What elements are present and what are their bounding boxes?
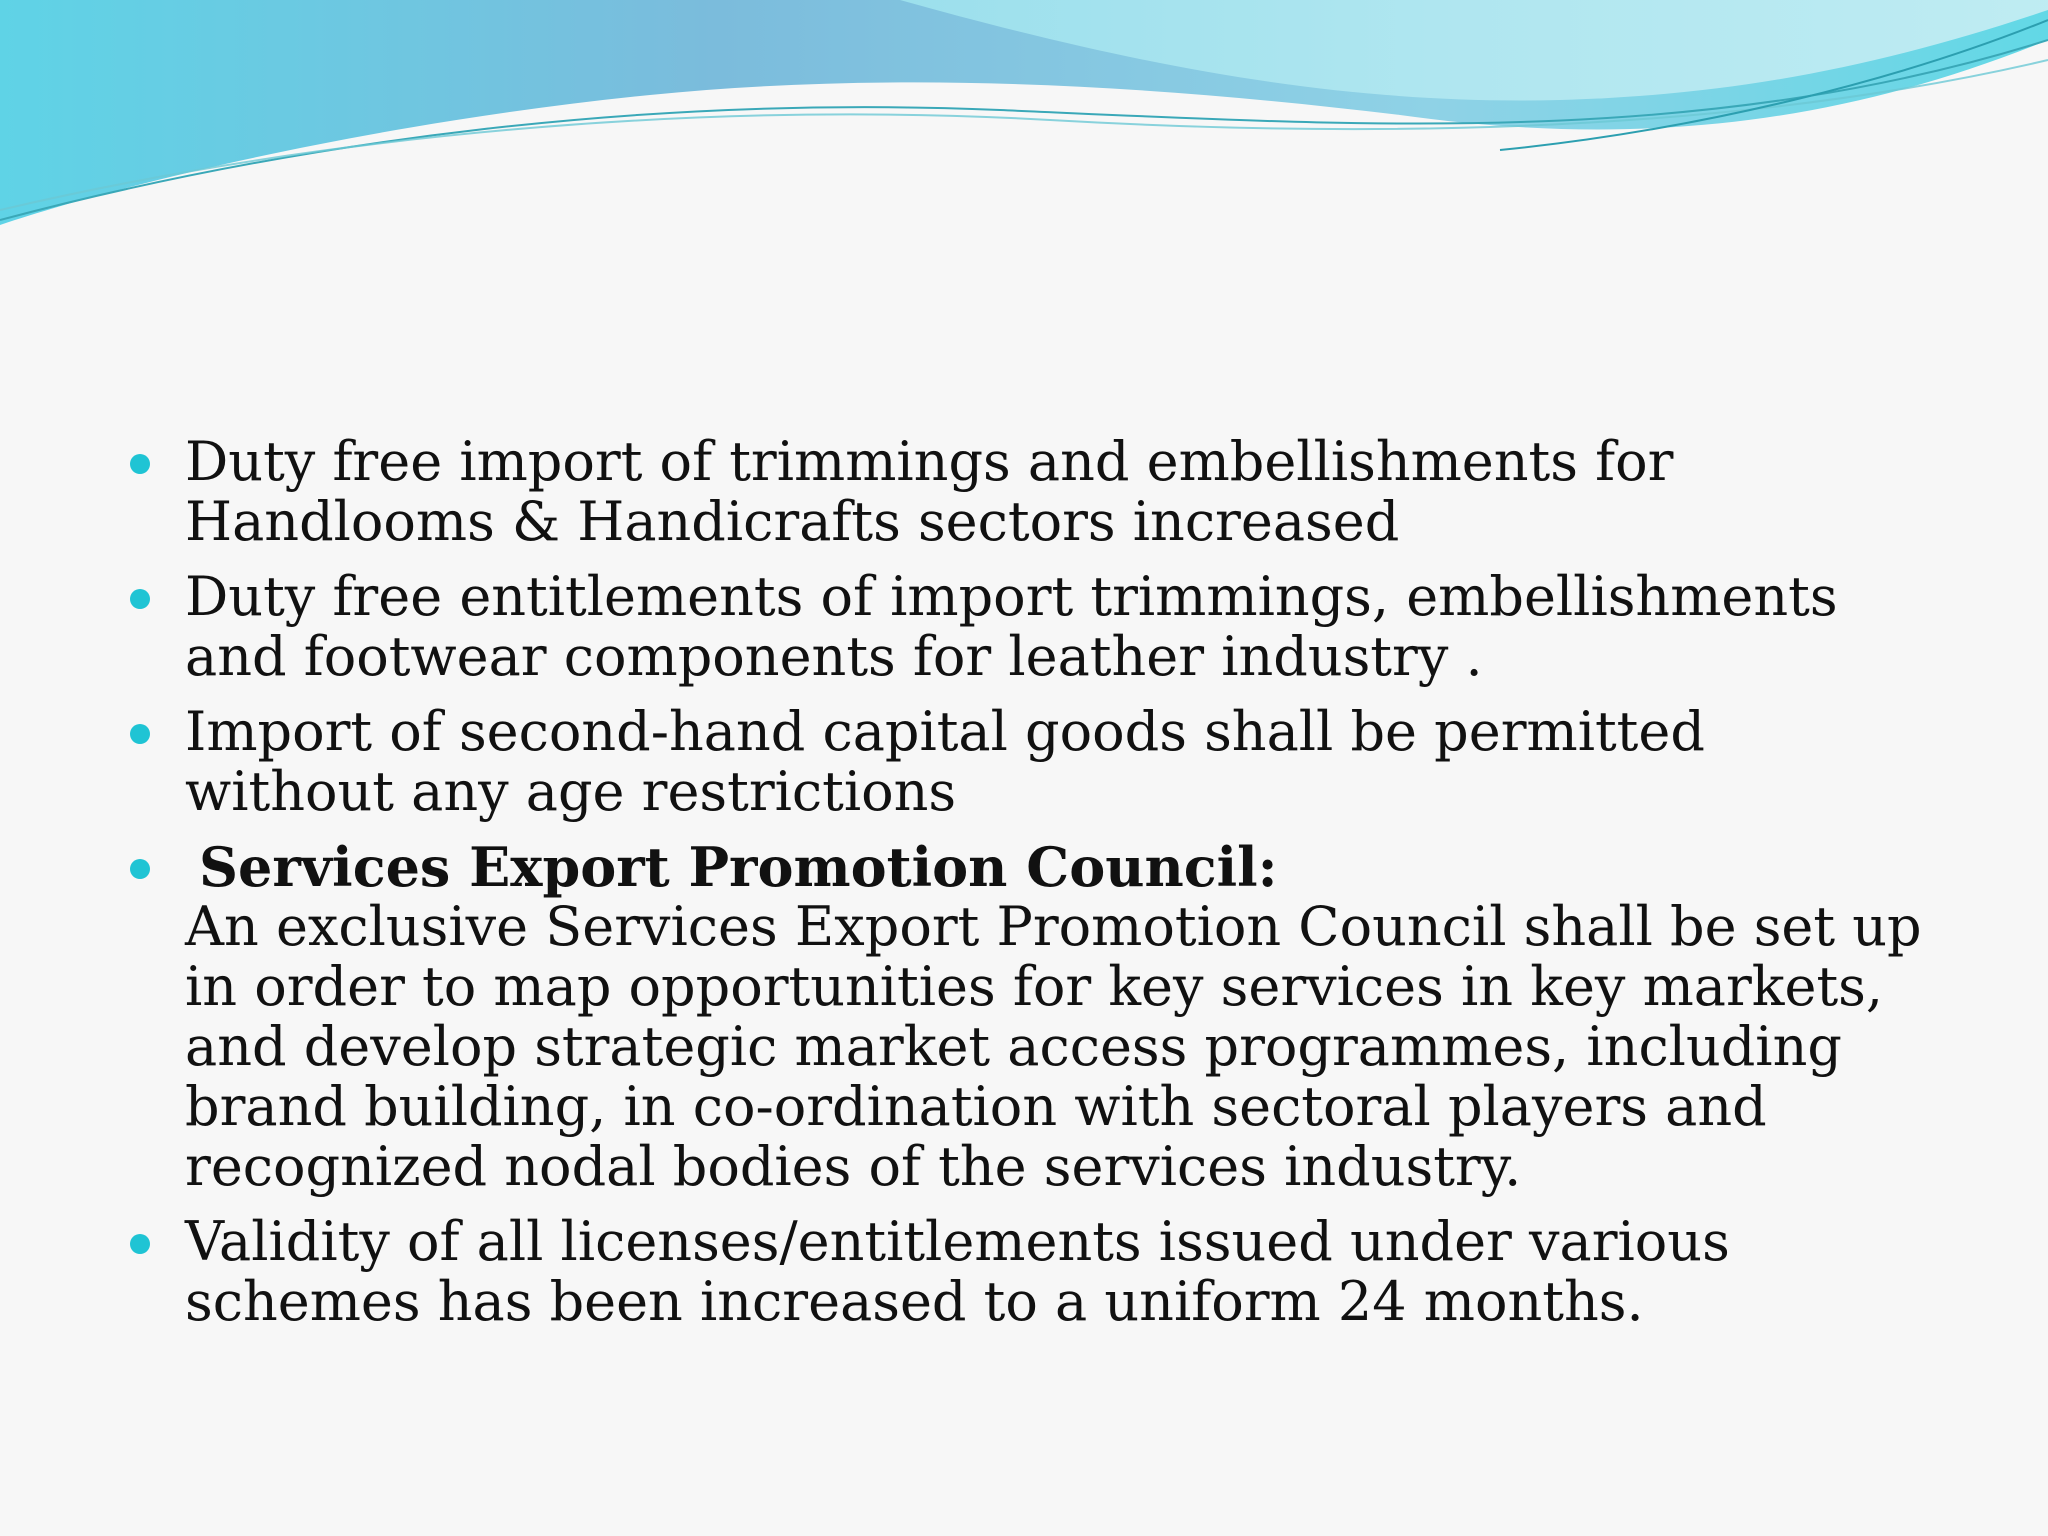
bullet-item — [130, 567, 1930, 687]
bullet-item — [130, 837, 1930, 1197]
slide-content — [130, 432, 1930, 1347]
bullet-item — [130, 702, 1930, 822]
bullet-dot-icon — [130, 454, 150, 474]
bullet-dot-icon — [130, 724, 150, 744]
decorative-wave-header — [0, 0, 2048, 240]
bullet-text: Import of second-hand capital goods shall be permitted without any age restrictions — [185, 700, 1705, 823]
bullet-dot-icon — [130, 589, 150, 609]
bullet-dot-icon — [130, 859, 150, 879]
bullet-text: Duty free entitlements of import trimmings, embellishments and footwear components for leather industry . — [185, 565, 1838, 688]
bullet-text: Validity of all licenses/entitlements issued under various schemes has been increased to a uniform 24 months. — [185, 1210, 1730, 1333]
bullet-dot-icon — [130, 1234, 150, 1254]
bullet-item — [130, 1212, 1930, 1332]
bullet-text: An exclusive Services Export Promotion Council shall be set up in order to map opportunities for key services in key markets, and develop strategic market access programmes, including brand building, in co-ordination with sectoral players and recognized nodal bodies of the services industry. — [185, 895, 1922, 1198]
bullet-list — [130, 432, 1930, 1332]
bullet-heading: Services Export Promotion Council: — [199, 835, 1278, 899]
bullet-item — [130, 432, 1930, 552]
bullet-text: Duty free import of trimmings and embellishments for Handlooms & Handicrafts sectors increased — [185, 430, 1674, 553]
